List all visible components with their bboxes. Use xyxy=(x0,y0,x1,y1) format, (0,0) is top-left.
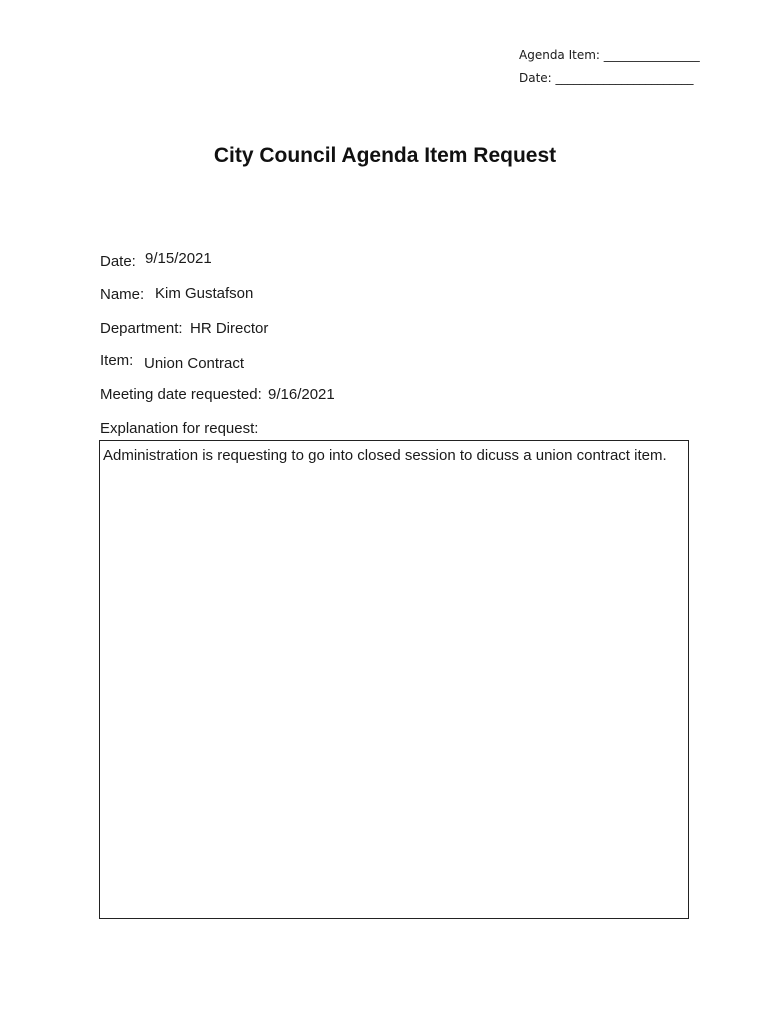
explanation-box[interactable] xyxy=(99,440,689,919)
name-value: Kim Gustafson xyxy=(155,285,254,302)
meeting-date-label: Meeting date requested: xyxy=(100,386,262,403)
name-label: Name: xyxy=(100,286,145,303)
date-header: Date: _______________________ xyxy=(519,71,694,85)
explanation-label: Explanation for request: xyxy=(100,420,259,437)
item-value: Union Contract xyxy=(144,355,245,372)
item-label: Item: xyxy=(100,352,134,369)
department-label: Department: xyxy=(100,320,183,337)
page-title: City Council Agenda Item Request xyxy=(213,144,557,167)
department-value: HR Director xyxy=(190,320,269,337)
agenda-item-header: Agenda Item: ________________ xyxy=(519,48,700,62)
date-value: 9/15/2021 xyxy=(145,250,212,267)
explanation-text: Administration is requesting to go into closed session to dicuss a union contract item. xyxy=(103,447,667,464)
date-label: Date: xyxy=(100,253,136,270)
meeting-date-value: 9/16/2021 xyxy=(268,386,335,403)
